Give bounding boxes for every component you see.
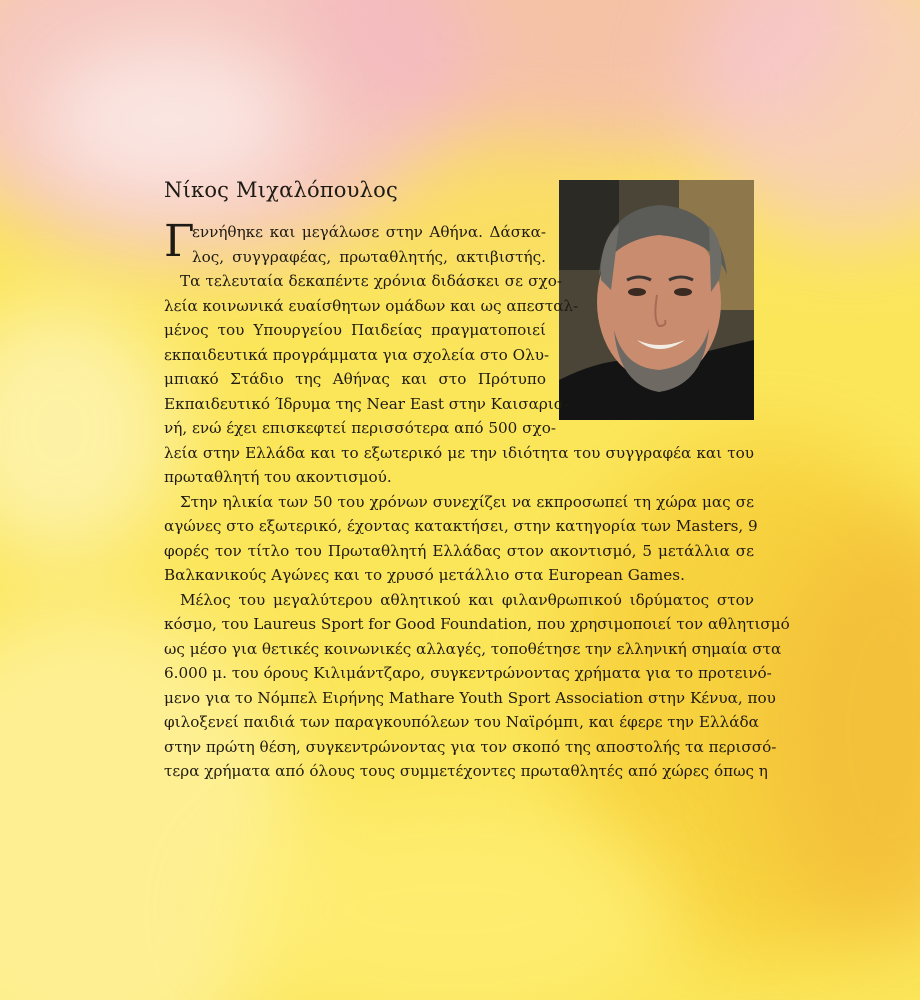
text-line: Τα τελευταία δεκαπέντε χρόνια διδάσκει σε σχο-	[180, 272, 562, 290]
text-line: μπιακό Στάδιο της Αθήνας και στο Πρότυπο	[164, 370, 546, 388]
text-line: πρωταθλητή του ακοντισμού.	[164, 468, 392, 486]
text-line: μένος του Υπουργείου Παιδείας πραγματοποιεί	[164, 321, 546, 339]
text-line: λος, συγγραφέας, πρωταθλητής, ακτιβιστής.	[192, 247, 546, 266]
text-line: στην πρώτη θέση, συγκεντρώνοντας για τον σκοπό της αποστολής τα περισσό-	[164, 737, 777, 756]
author-name-heading: Νίκος Μιχαλόπουλος	[164, 178, 398, 202]
text-line: Μέλος του μεγαλύτερου αθλητικού και φιλανθρωπικού ιδρύματος στον	[180, 590, 754, 609]
text-line: φορές τον τίτλο του Πρωταθλητή Ελλάδας στον ακοντισμό, 5 μετάλλια σε	[164, 541, 754, 560]
text-line: Στην ηλικία των 50 του χρόνων συνεχίζει να εκπροσωπεί τη χώρα μας σε	[180, 492, 754, 511]
text-line: νή, ενώ έχει επισκεφτεί περισσότερα από 500 σχο-	[164, 419, 557, 437]
text-line: τερα χρήματα από όλους τους συμμετέχοντες πρωταθλητές από χώρες όπως η	[164, 762, 768, 780]
text-line: Βαλκανικούς Αγώνες και το χρυσό μετάλλιο στα European Games.	[164, 566, 685, 584]
text-line: μενο για το Νόμπελ Ειρήνης Mathare Youth Sport Association στην Κένυα, που	[164, 688, 776, 707]
text-line: κόσμο, του Laureus Sport for Good Foundation, που χρησιμοποιεί τον αθλητισμό	[164, 615, 790, 633]
text-line: αγώνες στο εξωτερικό, έχοντας κατακτήσει, στην κατηγορία των Masters, 9	[164, 517, 758, 535]
text-line: εκπαιδευτικά προγράμματα για σχολεία στο Ολυ-	[164, 345, 550, 364]
text-line: ως μέσο για θετικές κοινωνικές αλλαγές, τοποθέτησε την ελληνική σημαία στα	[164, 639, 782, 658]
text-line-content: εννήθηκε και μεγάλωσε στην Αθήνα. Δάσκα-	[192, 223, 546, 241]
biography-text	[164, 216, 790, 784]
text-line: φιλοξενεί παιδιά των παραγκουπόλεων του Ναϊρόμπι, και έφερε την Ελλάδα	[164, 713, 759, 731]
text-line: λεία κοινωνικά ευαίσθητων ομάδων και ως απεσταλ-	[164, 296, 579, 315]
text-line: λεία στην Ελλάδα και το εξωτερικό με την ιδιότητα του συγγραφέα και του	[164, 443, 754, 462]
text-line: 6.000 μ. του όρους Κιλιμάντζαρο, συγκεντρώνοντας χρήματα για το προτεινό-	[164, 664, 772, 682]
drop-cap: Γ	[164, 216, 195, 267]
text-line: Εκπαιδευτικό Ίδρυμα της Near East στην Καισαρια-	[164, 394, 570, 413]
